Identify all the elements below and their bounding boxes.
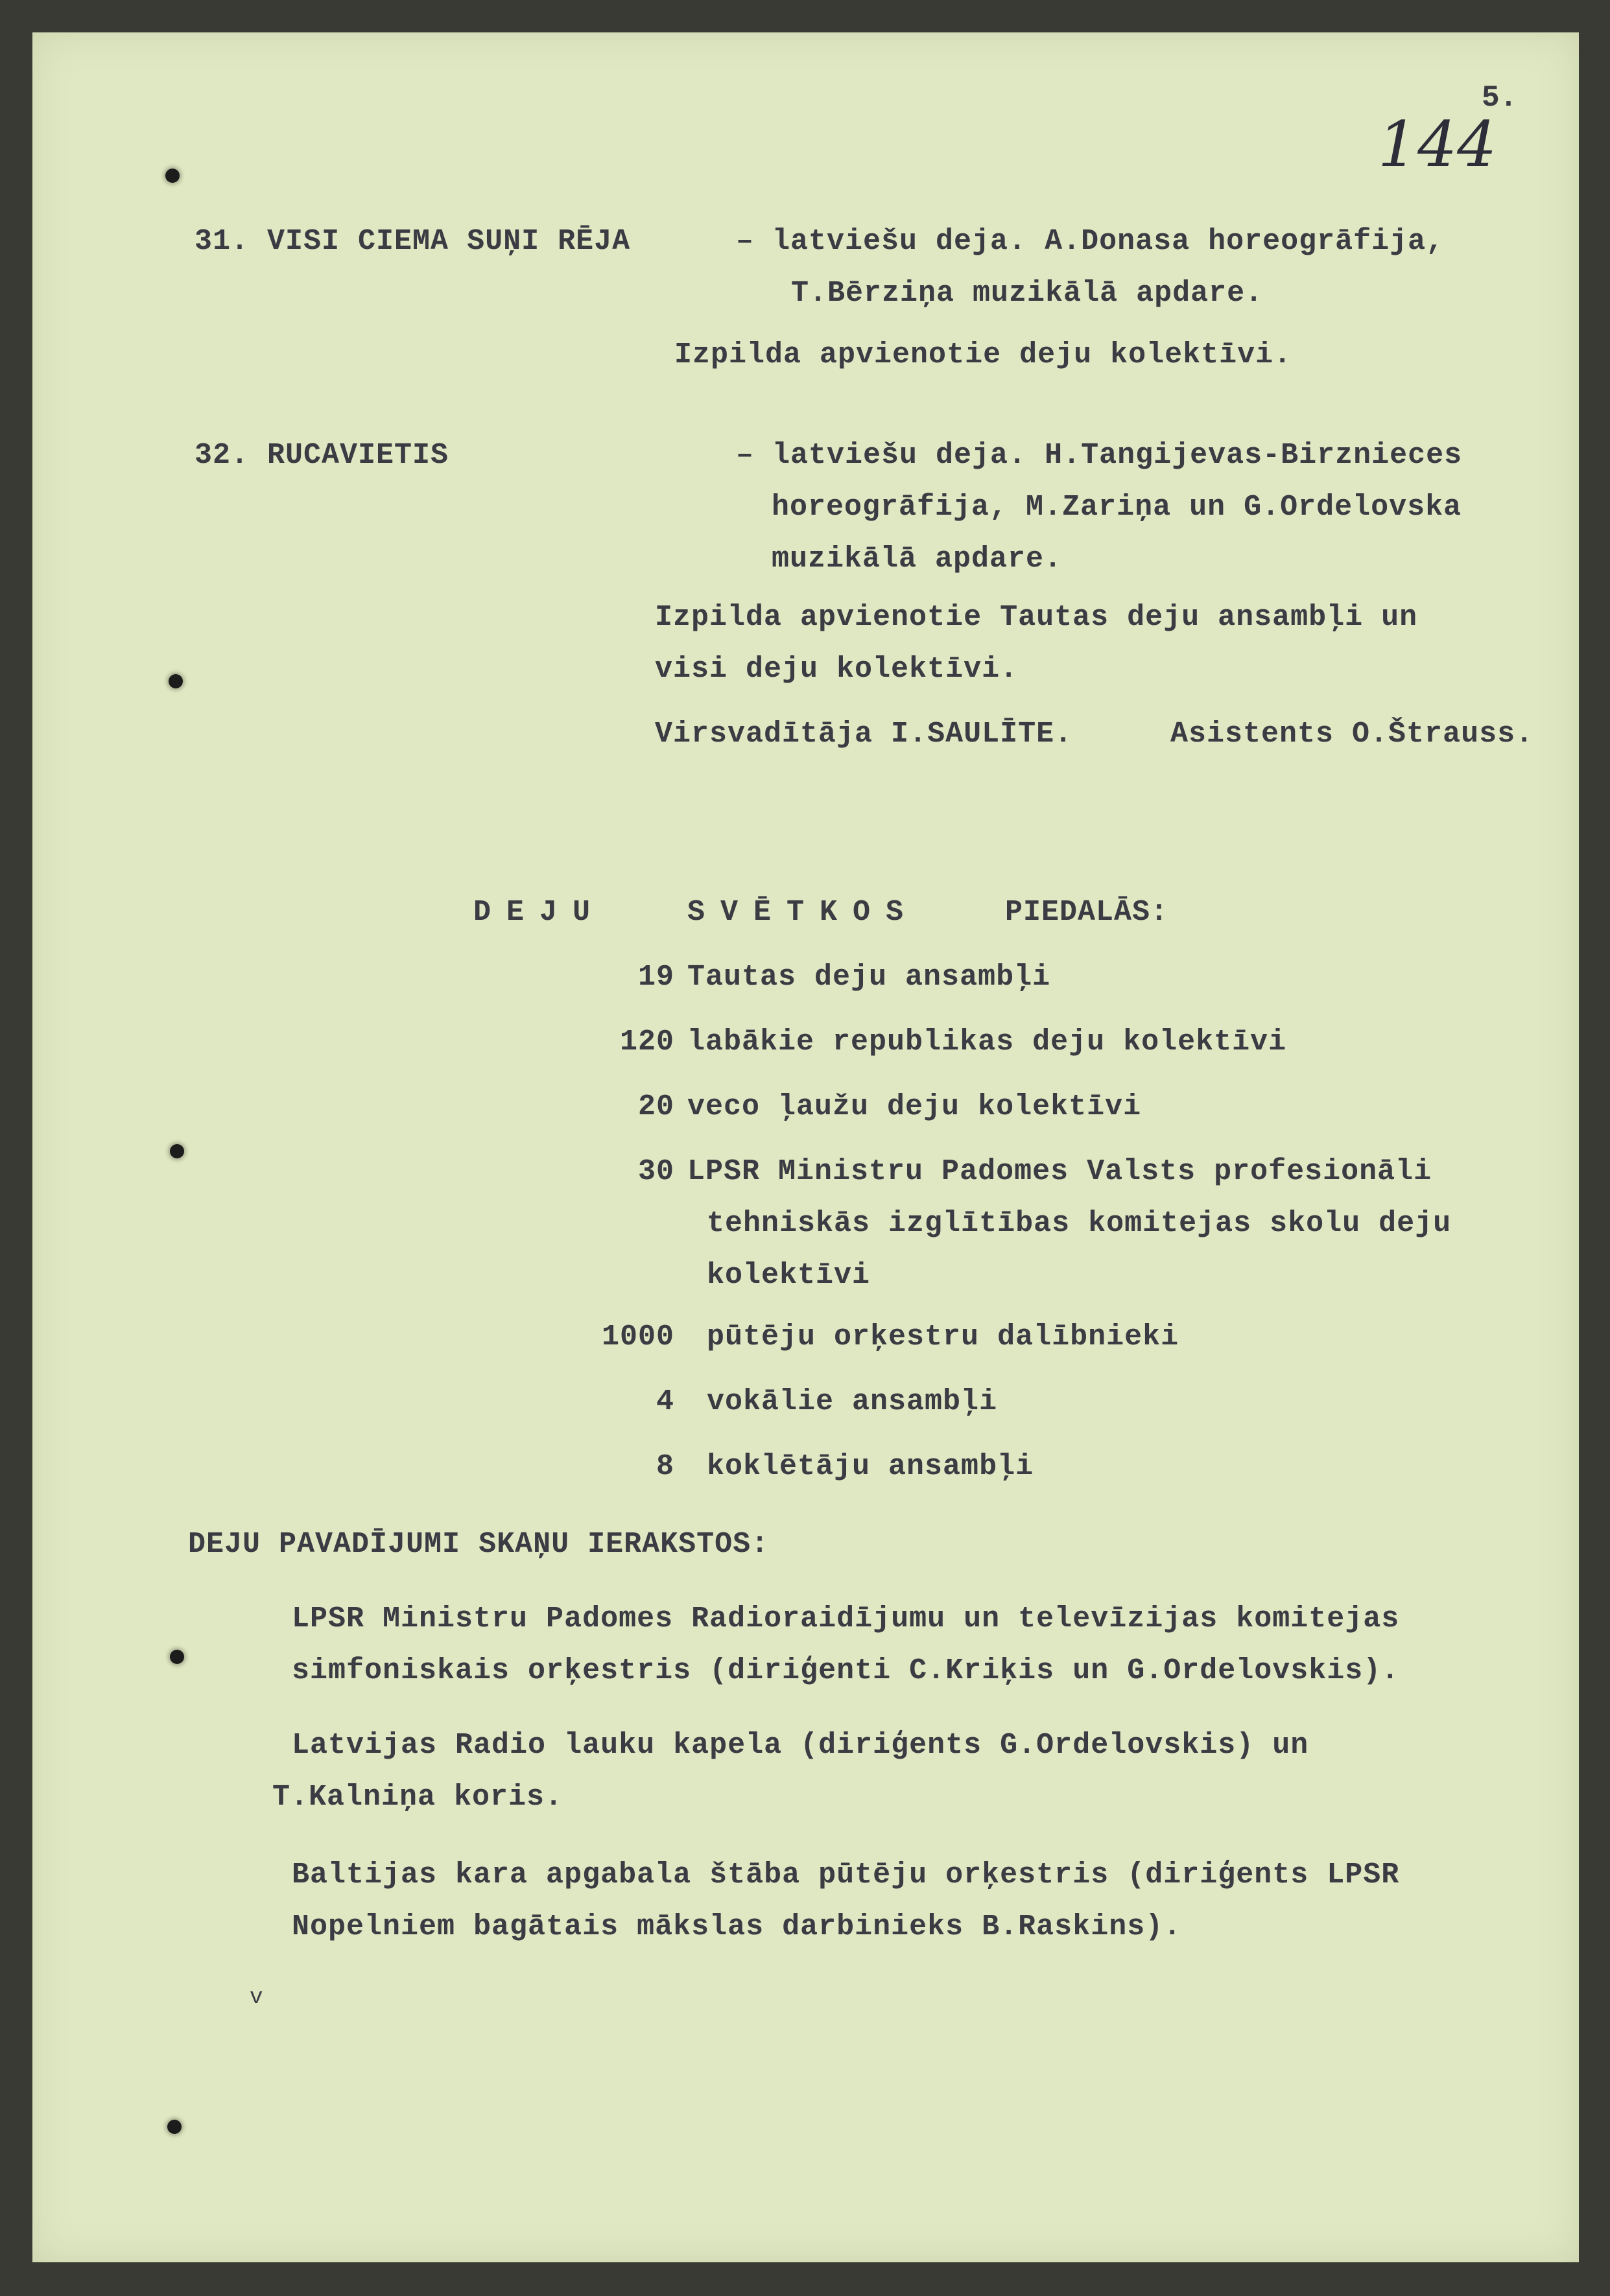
participant-count: 4: [656, 1385, 674, 1418]
punch-hole: [167, 2120, 182, 2134]
dance-item-performer: Izpilda apvienotie deju kolektīvi.: [674, 338, 1292, 371]
assistant-director: Asistents O.Štrauss.: [1170, 718, 1534, 751]
participant-text: koklētāju ansambļi: [707, 1450, 1034, 1483]
recording-line: LPSR Ministru Padomes Radioraidījumu un televīzijas komitejas: [292, 1602, 1400, 1635]
participant-count: 20: [637, 1090, 674, 1123]
dance-item-description: T.Bērziņa muzikālā apdare.: [791, 277, 1264, 310]
participants-heading-word: DEJU: [473, 896, 606, 929]
participant-text: kolektīvi: [707, 1259, 871, 1292]
recordings-heading: DEJU PAVADĪJUMI SKAŅU IERAKSTOS:: [188, 1528, 770, 1561]
dance-item-performer: visi deju kolektīvi.: [655, 653, 1019, 686]
footer-mark: v: [250, 1986, 264, 2010]
punch-hole: [165, 169, 180, 183]
participant-count: 120: [619, 1025, 674, 1059]
participant-text: tehniskās izglītības komitejas skolu deju: [707, 1207, 1452, 1240]
dance-item-description: muzikālā apdare.: [772, 543, 1063, 576]
participants-heading-word: PIEDALĀS:: [1005, 896, 1169, 929]
dance-item-description: horeogrāfija, M.Zariņa un G.Ordelovska: [772, 491, 1462, 524]
participants-heading-word: SVĒTKOS: [687, 896, 919, 929]
page-number: 5.: [1482, 81, 1518, 115]
recording-line: Nopelniem bagātais mākslas darbinieks B.Raskins).: [292, 1910, 1182, 1943]
dance-item-title: 32. RUCAVIETIS: [195, 439, 449, 472]
participant-count: 19: [637, 961, 674, 994]
participant-count: 8: [656, 1450, 674, 1483]
participant-text: Tautas deju ansambļi: [687, 961, 1051, 994]
document-page: [32, 32, 1579, 2262]
dance-item-performer: Izpilda apvienotie Tautas deju ansambļi un: [655, 601, 1418, 634]
dance-item-description: – latviešu deja. A.Donasa horeogrāfija,: [736, 225, 1445, 258]
punch-hole: [170, 1650, 184, 1664]
participant-text: vokālie ansambļi: [707, 1385, 998, 1418]
participant-text: veco ļaužu deju kolektīvi: [687, 1090, 1142, 1123]
recording-line: T.Kalniņa koris.: [272, 1781, 563, 1814]
dance-item-title: 31. VISI CIEMA SUŅI RĒJA: [195, 225, 631, 258]
participant-text: pūtēju orķestru dalībnieki: [707, 1320, 1179, 1353]
participant-count: 30: [637, 1155, 674, 1188]
punch-hole: [170, 1144, 184, 1158]
recording-line: simfoniskais orķestris (diriģenti C.Kriķis un G.Ordelovskis).: [292, 1654, 1400, 1687]
recording-line: Latvijas Radio lauku kapela (diriģents G.Ordelovskis) un: [292, 1729, 1309, 1762]
lead-director: Virsvadītāja I.SAULĪTE.: [655, 718, 1073, 751]
participant-text: LPSR Ministru Padomes Valsts profesionāli: [687, 1155, 1432, 1188]
punch-hole: [169, 674, 183, 688]
participant-count: 1000: [601, 1320, 674, 1353]
participant-text: labākie republikas deju kolektīvi: [687, 1025, 1287, 1059]
dance-item-description: – latviešu deja. H.Tangijevas-Birznieces: [736, 439, 1463, 472]
handwritten-page-number: 144: [1378, 108, 1497, 181]
recording-line: Baltijas kara apgabala štāba pūtēju orķestris (diriģents LPSR: [292, 1858, 1400, 1892]
